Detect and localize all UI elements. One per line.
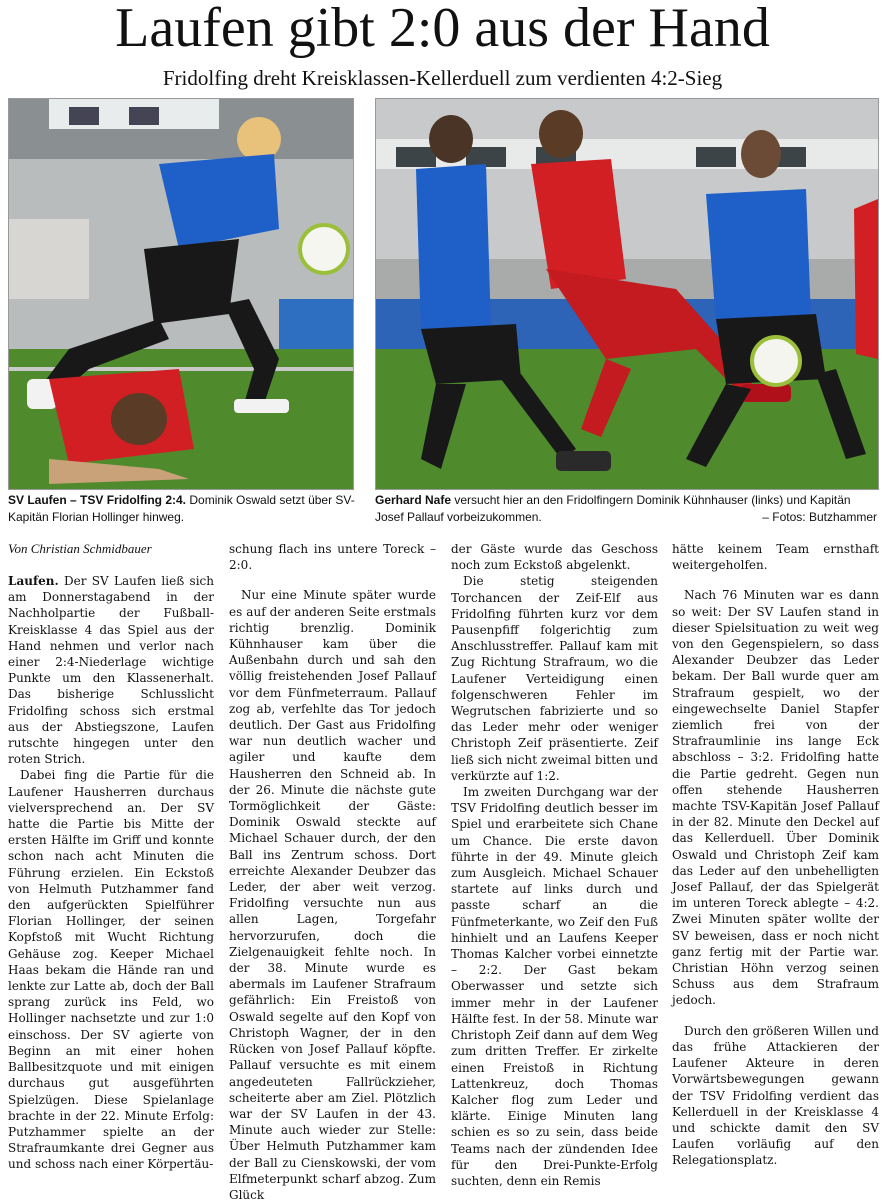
subheadline: Fridolfing dreht Kreisklassen-Kellerduell zum verdienten 4:2-Sieg — [162, 66, 723, 90]
column-2 — [229, 541, 436, 1203]
paragraph: schung flach ins untere Toreck – 2:0. — [229, 542, 436, 573]
photo-2-caption-text: versucht hier an den Fridolfingern Dominik Kühnhauser (links) und Kapitän Josef Pallauf vorbeizukommen. — [375, 493, 851, 524]
paragraph: hätte keinem Team ernsthaft weitergeholfen. — [672, 542, 879, 573]
paragraph: der Gäste wurde das Geschoss noch zum Eckstoß abgelenkt. — [451, 542, 658, 573]
column-1 — [8, 573, 214, 1173]
paragraph: Im zweiten Durchgang war der TSV Fridolfing deutlich besser im Spiel und erarbeitete sich Chane um Chance. Die erste davon führte in der 49. Minute gleich zum Ausgleich. Michael Schauer startete auf links durch und passte scharf an die Fünfmeterkante, wo Zeif den Fuß hinhielt und an Laufens Keeper Thomas Kalcher vorbei einnetzte – 2:2. Der Gast bekam Oberwasser und setzte sich immer mehr in der Laufener Hälfte fest. In der 58. Minute war Christoph Zeif dann auf dem Weg zum dritten Treffer. Er zirkelte einen Freistoß in Richtung Lattenkreuz, doch Thomas Kalcher flog zum Leder und klärte. Einige Minuten lang schien es so zu sein, dass beide Teams nach der zündenden Idee für den Drei-Punkte-Erfolg suchten, denn ein Remis — [451, 785, 658, 1188]
column-3 — [451, 541, 658, 1189]
byline: Von Christian Schmidbauer — [8, 541, 152, 556]
headline: Laufen gibt 2:0 aus der Hand — [115, 0, 770, 59]
paragraph: Nach 76 Minuten war es dann so weit: Der SV Laufen stand in dieser Spielsituation zu weit weg von den Gegenspielern, so dass Alexander Deubzer das Leder bekam. Der Ball wurde quer am Strafraum gespielt, wo der eingewechselte Daniel Stapfer ziemlich frei von der Strafraumlinie ins lange Eck abschloss – 3:2. Fridolfing hatte die Partie gedreht. Gegen nun offen stehende Hausherren machte TSV-Kapitän Josef Pallauf in der 82. Minute den Deckel auf das Kellerduell. Über Dominik Oswald und Christoph Zeif kam das Leder auf den unbehelligten Josef Pallauf, der das Spielgerät im unteren Toreck ablegte – 4:2. Zwei Minuten später wollte der SV beweisen, dass er noch nicht ganz fertig mit der Partie war. Christian Höhn verzog seinen Schuss aus dem Strafraum jedoch. — [672, 588, 879, 1008]
paragraph: Die stetig steigenden Torchancen der Zeif-Elf aus Fridolfing führten kurz vor dem Pausenpfiff folgerichtig zum Anschlusstreffer. Pallauf kam mit Zug Richtung Strafraum, wo die Laufener Verteidigung einen folgenschweren Fehler im Wegrutschen fabrizierte und so das Leder mehr oder weniger Christoph Zeif präsentierte. Zeif ließ sich nicht zweimal bitten und verkürzte auf 1:2. — [451, 574, 658, 783]
photo-credit: – Fotos: Butzhammer — [762, 510, 877, 524]
paragraph: Durch den größeren Willen und das frühe Attackieren der Laufener Akteure in deren Vorwärtsbewegungen gewann der TSV Fridolfing verdient das Kellerduell in der Kreisklasse 4 und schickte damit den SV Laufen vorläufig auf den Relegationsplatz. — [672, 1023, 879, 1168]
column-4 — [672, 541, 879, 1169]
dateline: Laufen. — [8, 574, 59, 588]
photo-1-caption-text: Dominik Oswald setzt über SV-Kapitän Florian Hollinger hinweg. — [8, 493, 355, 524]
photo-2-caption-bold: Gerhard Nafe — [375, 493, 452, 507]
paragraph-text: Der SV Laufen ließ sich am Donnerstagabend in der Nachholpartie der Fußball-Kreisklasse 4 das Spiel aus der Hand nehmen und verlor nach einer 2:4-Niederlage wichtige Punkte um den Klassenerhalt. Das bisherige Schlusslicht Fridolfing schoss sich erstmal aus der Abstiegszone, Laufen rutschte hingegen unter den roten Strich. — [8, 574, 214, 767]
paragraph — [8, 573, 214, 767]
photo-1-caption-bold: SV Laufen – TSV Fridolfing 2:4. — [8, 493, 187, 507]
paragraph: Dabei fing die Partie für die Laufener Hausherren durchaus vielversprechend an. Der SV hatte die Partie bis Mitte der ersten Hälfte im Griff und konnte schon nach acht Minuten die Führung erzielen. Ein Eckstoß von Helmuth Putzhammer fand den aufgerückten Spielführer Florian Hollinger, der seinen Kopfstoß mit Wucht Richtung Gehäuse zog. Keeper Michael Haas bekam die Hände ran und lenkte zur Latte ab, doch der Ball sprang zurück ins Feld, wo Hollinger nachsetzte und zur 1:0 einschoss. Der SV agierte von Beginn an mit einer hohen Ballbesitzquote und mit einigen durchaus gut ausgeführten Spielzügen. Diese Spielanlage brachte in der 22. Minute Erfolg: Putzhammer spielte an der Strafraumkante drei Gegner aus und schoss nach einer Körpertäu- — [8, 768, 214, 1172]
paragraph: Nur eine Minute später wurde es auf der anderen Seite erstmals richtig brenzlig. Dominik Kühnhauser kam über die Außenbahn durch und sah den völlig freistehenden Josef Pallauf vor dem Fünfmeterraum. Pallauf zog ab, verfehlte das Tor jedoch deutlich. Der Gast aus Fridolfing war nun deutlich wacher und agiler und kaufte dem Hausherren den Schneid ab. In der 26. Minute die nächste gute Tormöglichkeit der Gäste: Dominik Oswald steckte auf Michael Schauer durch, der den Ball ins Zentrum schoss. Dort erreichte Alexander Deubzer das Leder, der aber weit verzog. Fridolfing versuchte nun aus allen Lagen, Torgefahr hervorzurufen, doch die Zielgenauigkeit fehlte noch. In der 38. Minute wurde es abermals im Laufener Strafraum gefährlich: Ein Freistoß von Oswald segelte auf den Kopf von Christoph Wagner, der in den Rücken von Josef Pallauf köpfte. Pallauf versuchte es mit einem angedeuteten Fallrückzieher, scheiterte aber am Ziel. Plötzlich war der SV Laufen in der 43. Minute auch wieder zur Stelle: Über Helmuth Putzhammer kam der Ball zu Cienskowski, der vom Elfmeterpunkt scharf abzog. Zum Glück — [229, 588, 436, 1202]
